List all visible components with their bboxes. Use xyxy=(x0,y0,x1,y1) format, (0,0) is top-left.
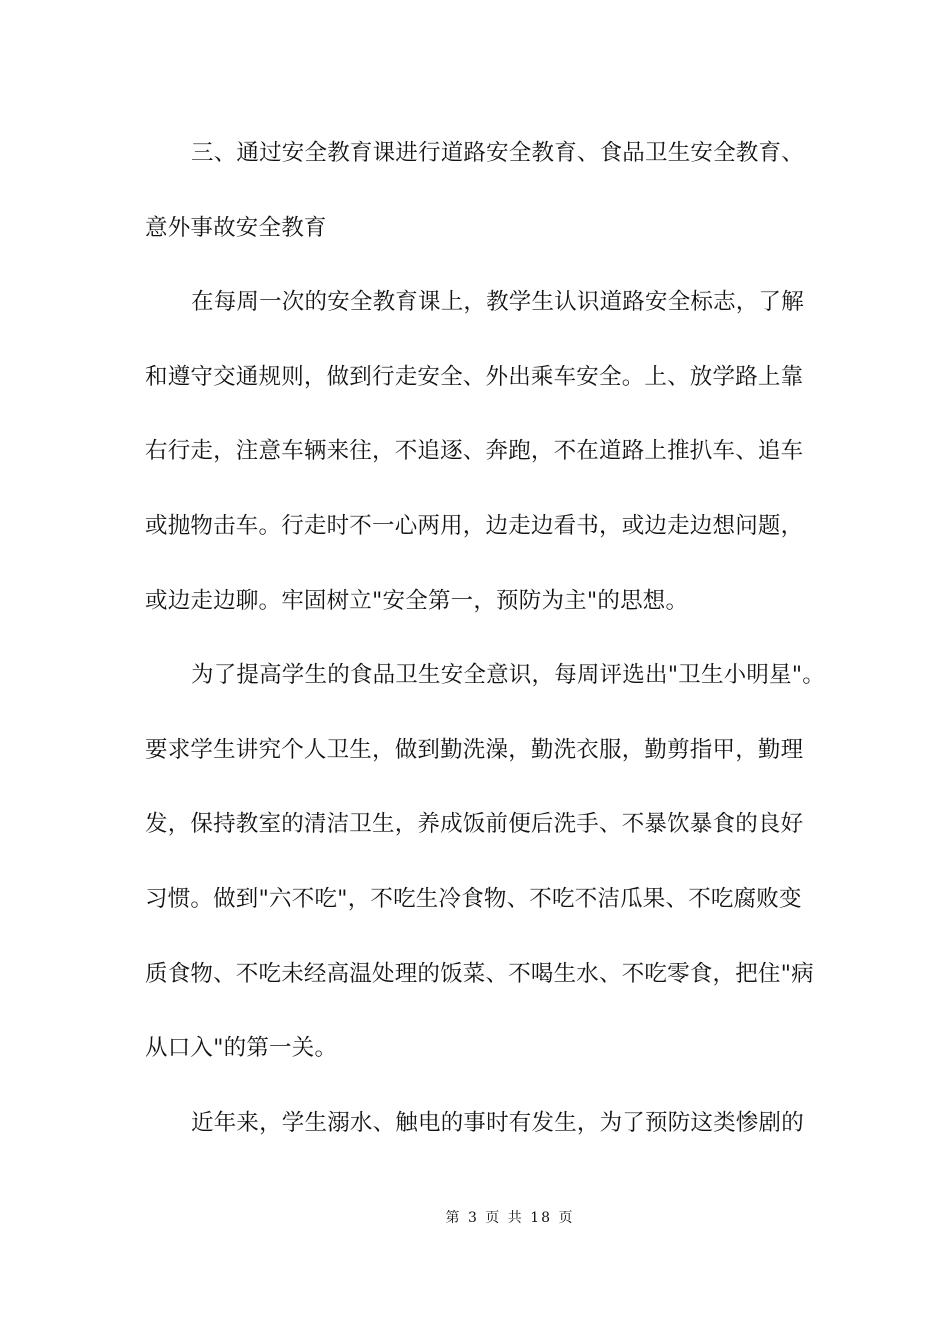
paragraph-2-line-2: 要求学生讲究个人卫生，做到勤洗澡，勤洗衣服，勤剪指甲，勤理 xyxy=(145,736,804,763)
paragraph-2-line-3: 发，保持教室的清洁卫生，养成饭前便后洗手、不暴饮暴食的良好 xyxy=(145,811,804,838)
page-number-footer: 第 3 页 共 18 页 xyxy=(445,1210,575,1226)
paragraph-2-line-5: 质食物、不吃未经高温处理的饭菜、不喝生水、不吃零食，把住"病 xyxy=(145,960,814,987)
paragraph-2-line-4: 习惯。做到"六不吃"，不吃生冷食物、不吃不洁瓜果、不吃腐败变 xyxy=(145,885,802,912)
paragraph-1-line-5: 或边走边聊。牢固树立"安全第一，预防为主"的思想。 xyxy=(145,587,689,614)
paragraph-2-line-6: 从口入"的第一关。 xyxy=(145,1035,338,1062)
paragraph-2-line-1: 为了提高学生的食品卫生安全意识，每周评选出"卫生小明星"。 xyxy=(191,662,825,689)
paragraph-1-line-1: 在每周一次的安全教育课上，教学生认识道路安全标志，了解 xyxy=(191,289,804,316)
document-body xyxy=(145,128,825,1172)
section-heading-line-2: 意外事故安全教育 xyxy=(145,214,327,241)
paragraph-1-line-3: 右行走，注意车辆来往，不追逐、奔跑，不在道路上推扒车、追车 xyxy=(145,438,804,465)
paragraph-1-line-2: 和遵守交通规则，做到行走安全、外出乘车安全。上、放学路上靠 xyxy=(145,363,804,390)
paragraph-3-line-1: 近年来，学生溺水、触电的事时有发生，为了预防这类惨剧的 xyxy=(191,1109,804,1136)
section-heading-line-1: 三、通过安全教育课进行道路安全教育、食品卫生安全教育、 xyxy=(191,140,804,166)
paragraph-1-line-4: 或抛物击车。行走时不一心两用，边走边看书，或边走边想问题， xyxy=(145,512,804,539)
